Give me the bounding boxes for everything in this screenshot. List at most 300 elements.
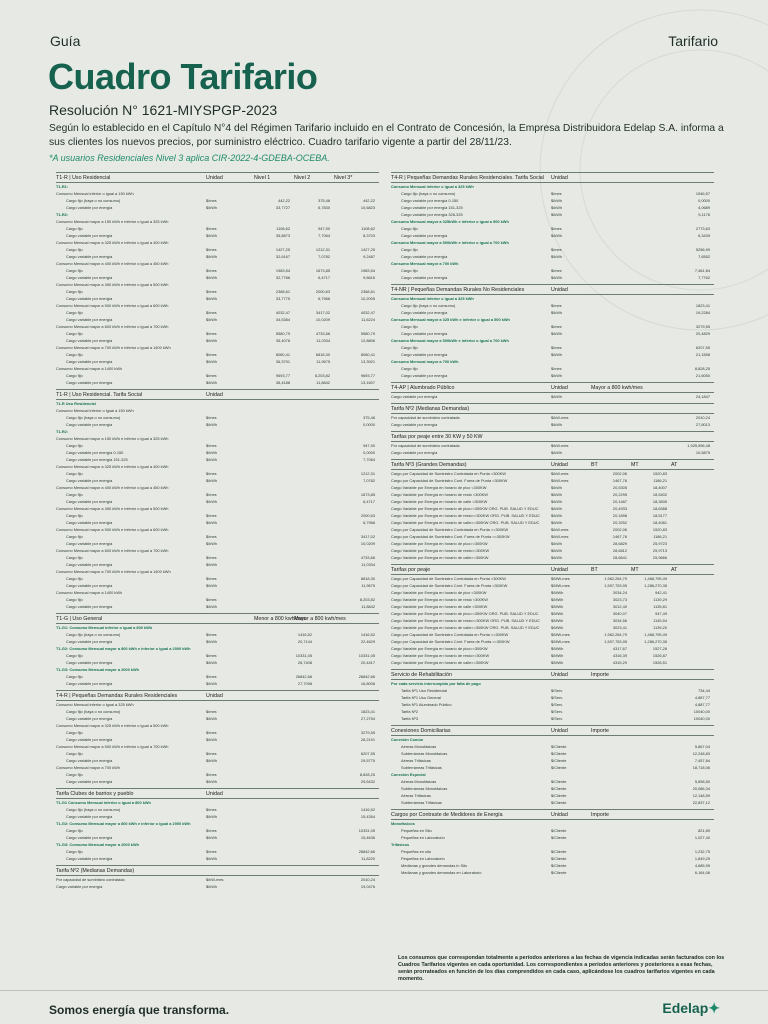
table-row — [391, 645, 714, 652]
table-row — [56, 274, 379, 281]
value-cell: 13,3921 — [360, 359, 375, 364]
table-row — [56, 309, 379, 316]
row-label: Cargo fijo — [66, 373, 83, 378]
table-row — [391, 302, 714, 309]
row-label: Cargo fijo — [401, 268, 418, 273]
table-row — [56, 652, 379, 659]
unit-cell: $/Cliente — [551, 856, 567, 861]
row-label: Cargo fijo — [66, 289, 83, 294]
table-row — [391, 540, 714, 547]
table-row — [56, 358, 379, 365]
table-row — [391, 708, 714, 715]
row-label: Conexión Especial — [391, 772, 426, 777]
column-header: Unidad — [206, 391, 223, 398]
column-header: Unidad — [551, 286, 568, 293]
unit-cell: $/Cliente — [551, 751, 567, 756]
table-row — [391, 470, 714, 477]
unit-cell: $/kWh — [206, 359, 218, 364]
value-cell: 20,3252 — [612, 520, 627, 525]
section-title: T1-G | Uso General — [56, 615, 103, 622]
row-label: Cargo variable por energía — [66, 275, 113, 280]
value-cell: 5580,79 — [360, 331, 375, 336]
unit-cell: $/MWh — [551, 625, 564, 630]
table-row — [56, 547, 379, 554]
unit-cell: $/kWh — [551, 506, 563, 511]
unit-cell: $/kWh — [206, 716, 218, 721]
table-row — [391, 232, 714, 239]
row-label: Cargo fijo (haya o no consumo) — [66, 709, 121, 714]
unit-cell: $/kWh — [206, 338, 218, 343]
table-row — [391, 505, 714, 512]
row-label: Consumo Mensual mayor a 600 kWh e inferior o igual a 700 kWh — [56, 324, 169, 329]
table-row — [56, 428, 379, 435]
row-label: Cargo por Capacidad de Suministro Cont. Fuera de Punta >=300KW — [391, 534, 510, 539]
row-label: Por capacidad de suministro contratada — [391, 415, 460, 420]
value-cell: 18,5402 — [652, 492, 667, 497]
row-label: Subterráneas Monofásicas — [401, 786, 448, 791]
row-label: Cargo Variable por Energía en horario de resto>=300KW ORG. PUB. SALUD Y EDUC — [391, 618, 540, 623]
value-cell: 1546,57 — [695, 191, 710, 196]
value-cell: 8,203,82 — [359, 597, 375, 602]
value-cell: 1,468,795,49 — [644, 576, 667, 581]
unit-cell: $/Cliente — [551, 849, 567, 854]
row-label: Medianas y grandes demandas en Laboratorio — [401, 870, 482, 875]
value-cell: 1673,85 — [315, 268, 330, 273]
table-row — [391, 442, 714, 449]
value-cell: 25,9666 — [652, 555, 667, 560]
value-cell: 27,2754 — [360, 716, 375, 721]
tariff-section-peaje — [391, 564, 714, 666]
value-cell: 28,2191 — [360, 737, 375, 742]
row-label: Consumo Mensual inferior o igual a 325 kWh — [391, 184, 474, 189]
row-label: Pequeñas en Situ — [401, 828, 432, 833]
table-row — [391, 547, 714, 554]
table-row — [391, 309, 714, 316]
value-cell: 1416,52 — [360, 807, 375, 812]
value-cell: 18,5177 — [652, 513, 667, 518]
table-row — [391, 869, 714, 876]
unit-cell: $/kWh — [551, 373, 563, 378]
value-cell: 26842,66 — [295, 674, 312, 679]
row-label: Cargo fijo — [66, 513, 83, 518]
table-row — [391, 372, 714, 379]
row-label: Cargo fijo — [66, 247, 83, 252]
table-row — [391, 862, 714, 869]
value-cell: 1139,20 — [653, 625, 667, 630]
row-label: Cargo fijo (haya o no consumo) — [66, 807, 121, 812]
table-row — [56, 211, 379, 218]
value-cell: 7,7064 — [318, 233, 330, 238]
unit-cell: $/mes — [206, 709, 217, 714]
table-row — [56, 330, 379, 337]
tariff-section-ap — [391, 382, 714, 400]
unit-cell: $/kWh — [551, 205, 563, 210]
row-label: Cargo fijo (haya o no consumo) — [401, 191, 456, 196]
section-title: T4-R | Pequeñas Demandas Rurales Residenciales. Tarifa Social — [391, 174, 544, 181]
unit-cell: $/kWh — [206, 317, 218, 322]
row-label: Cargo variable por energía — [401, 373, 448, 378]
section-header — [56, 865, 379, 876]
value-cell: 7,0782 — [363, 478, 375, 483]
row-label: Consumo Mensual inferior o igual a 325 kWh — [56, 702, 134, 707]
row-label: Cargo Variable por Energía en horario de resto>=300KW — [391, 653, 490, 658]
row-label: Consumo Mensual mayor a 450 kWh e inferior o igual a 500 kWh — [56, 282, 169, 287]
value-cell: 4,887,77 — [694, 702, 710, 707]
row-label: Cargo variable por energía 151-325 — [66, 457, 128, 462]
value-cell: 947,90 — [363, 443, 375, 448]
value-cell: 3034,24 — [612, 590, 627, 595]
row-label: Por capacidad de suministro contratada — [391, 443, 460, 448]
unit-cell: $/mes — [206, 828, 217, 833]
value-cell: 5,898,50 — [694, 779, 710, 784]
unit-cell: $/Cliente — [551, 786, 567, 791]
unit-cell: $/kWh — [206, 814, 218, 819]
table-row — [56, 533, 379, 540]
value-cell: 1467,76 — [612, 534, 627, 539]
value-cell: 21,1558 — [695, 352, 710, 357]
unit-cell: $/kWh — [206, 275, 218, 280]
section-label: Tarifario — [668, 33, 718, 49]
table-row — [391, 337, 714, 344]
value-cell: 2000,63 — [360, 513, 375, 518]
table-row — [56, 575, 379, 582]
table-row — [391, 638, 714, 645]
unit-cell: $/mes — [206, 247, 217, 252]
value-cell: 1,962,264,79 — [604, 576, 627, 581]
unit-cell: $/kWh — [206, 478, 218, 483]
table-row — [391, 701, 714, 708]
section-title: Conexiones Domiciliarias — [391, 727, 451, 734]
unit-cell: $/MWh — [551, 597, 564, 602]
tariff-section-rehab — [391, 669, 714, 722]
unit-cell: $/Cliente — [551, 863, 567, 868]
value-cell: 6,7966 — [363, 520, 375, 525]
table-row — [391, 218, 714, 225]
value-cell: 20,7144 — [297, 639, 312, 644]
unit-cell: $/mes — [206, 849, 217, 854]
section-title: Tarifas por peaje — [391, 566, 431, 573]
table-row — [56, 589, 379, 596]
row-label: Cargo variable por energía — [66, 380, 113, 385]
table-row — [391, 624, 714, 631]
tariff-section-t4r — [56, 690, 379, 785]
row-label: Cargo Variable por Energía en horario de valle>=300KW — [391, 555, 489, 560]
table-row — [391, 743, 714, 750]
value-cell: 32,6167 — [275, 254, 290, 259]
unit-cell: $/kWh — [206, 254, 218, 259]
table-row — [391, 841, 714, 848]
right-column — [391, 172, 714, 1012]
column-header: BT — [591, 461, 598, 468]
unit-cell: $/MWh — [551, 604, 564, 609]
value-cell: 9693,77 — [275, 373, 290, 378]
table-row — [391, 834, 714, 841]
table-row — [56, 463, 379, 470]
row-label: Tarifa Nº3 — [401, 716, 418, 721]
value-cell: 3279,55 — [695, 324, 710, 329]
value-cell: 4,0689 — [698, 205, 710, 210]
left-column — [56, 172, 379, 1012]
value-cell: 28,6829 — [612, 541, 627, 546]
unit-cell: $/kWh — [206, 583, 218, 588]
value-cell: 1,286,270,35 — [644, 639, 667, 644]
section-title: Tarifas por peaje entre 30 KW y 50 KW — [391, 433, 483, 440]
value-cell: 1,597,753,95 — [604, 583, 627, 588]
unit-cell: $/MW-mes — [551, 583, 570, 588]
value-cell: 4,685,95 — [694, 863, 710, 868]
table-row — [56, 750, 379, 757]
value-cell: 3034,56 — [612, 618, 627, 623]
row-label: Consumo Mensual mayor a 500 kWh e inferior o igual a 600 kWh — [56, 303, 169, 308]
table-row — [56, 708, 379, 715]
logo-mark-icon: ✦ — [708, 1000, 720, 1016]
row-label: Cargo variable por energía 326-325 — [401, 212, 463, 217]
table-row — [391, 365, 714, 372]
value-cell: 4316,39 — [612, 653, 627, 658]
value-cell: 36,3791 — [275, 359, 290, 364]
unit-cell: $/kWh — [206, 541, 218, 546]
unit-cell: $/kWh — [551, 499, 563, 504]
row-label: Cargo variable por energía — [391, 450, 438, 455]
table-row — [56, 638, 379, 645]
table-row — [56, 351, 379, 358]
table-row — [56, 813, 379, 820]
table-row — [56, 841, 379, 848]
table-row — [391, 533, 714, 540]
table-row — [56, 442, 379, 449]
row-label: Cargo Variable por Energía en horario de pico>=300KW ORG. PUB. SALUD Y EDUC — [391, 506, 539, 511]
row-label: Cargo fijo — [66, 597, 83, 602]
row-label: Cargo por Capacidad de Suministro Cont. Fuera de Punta <300KW — [391, 583, 508, 588]
row-label: Cargo por Capacidad de Suministro Cont. Fuera de Punta >=300KW — [391, 639, 510, 644]
section-header — [391, 669, 714, 680]
table-row — [56, 631, 379, 638]
unit-cell: $/Cliente — [551, 758, 567, 763]
tariff-section-t1g — [56, 613, 379, 687]
row-label: Cargo variable por energía — [401, 352, 448, 357]
row-label: Cargo fijo (haya o no consumo) — [401, 303, 456, 308]
value-cell: 25,9713 — [652, 548, 667, 553]
row-label: Cargo variable por energía — [66, 716, 113, 721]
column-header: Unidad — [551, 727, 568, 734]
section-title: T4-R | Pequeñas Demandas Rurales Residenciales — [56, 692, 178, 699]
unit-cell: $/kWh — [206, 681, 218, 686]
unit-cell: $/mes — [206, 198, 217, 203]
row-label: Pequeñas en Laboratorio — [401, 856, 445, 861]
table-row — [391, 414, 714, 421]
row-label: Cargo fijo — [401, 324, 418, 329]
table-row — [391, 393, 714, 400]
row-label: T1-R Uso Residencial — [56, 401, 96, 406]
value-cell: 6818,30 — [315, 352, 330, 357]
row-label: Cargo variable por energía — [66, 660, 113, 665]
value-cell: 9,2487 — [363, 254, 375, 259]
table-row — [56, 722, 379, 729]
table-row — [391, 554, 714, 561]
unit-cell: $/kW-mes — [551, 443, 569, 448]
row-label: Cargo por Capacidad de Suministro Contratada en Punta >=300KW — [391, 527, 509, 532]
row-label: Subterráneas Trifásicas — [401, 765, 442, 770]
table-row — [391, 785, 714, 792]
value-cell: 22,4629 — [360, 639, 375, 644]
column-header: Nivel 2 — [294, 174, 311, 181]
table-row — [56, 316, 379, 323]
value-cell: 4,887,77 — [694, 695, 710, 700]
section-header — [56, 172, 379, 183]
row-label: Cargo Variable por Energía en horario de pico>=300KW ORG. PUB. SALUD Y EDUC — [391, 611, 539, 616]
row-label: Tarifa Nº1 Uso Residencial — [401, 688, 448, 693]
unit-cell: $/mes — [206, 576, 217, 581]
unit-cell: $/Serv. — [551, 695, 564, 700]
column-header: Unidad — [551, 811, 568, 818]
value-cell: 10,5875 — [695, 450, 710, 455]
table-row — [56, 701, 379, 708]
table-row — [391, 771, 714, 778]
row-label: Cargo Variable por Energía en horario de resto>=300KW ORG. PUB. SALUD Y EDUC — [391, 513, 540, 518]
table-row — [56, 323, 379, 330]
value-cell: 8,203,82 — [314, 373, 330, 378]
unit-cell: $/mes — [206, 632, 217, 637]
table-row — [391, 519, 714, 526]
row-label: Cargo fijo — [66, 576, 83, 581]
row-label: Consumo Mensual mayor a 700 kWh — [56, 765, 121, 770]
value-cell: 34,5384 — [275, 317, 290, 322]
value-cell: 38,4188 — [275, 380, 290, 385]
row-label: Cargo variable por energía — [66, 541, 113, 546]
value-cell: 2010,24 — [695, 415, 710, 420]
table-row — [56, 288, 379, 295]
tariff-section-t3 — [391, 459, 714, 561]
row-label: Consumo Mensual inferior o igual a 325 kWh — [391, 296, 474, 301]
row-label: Consumo Mensual mayor a 600 kWh e inferior o igual a 700 kWh — [56, 548, 169, 553]
row-label: Cargo Variable por Energía en horario de resto <300KW — [391, 492, 488, 497]
page-title: Cuadro Tarifario — [48, 56, 318, 97]
row-label: Trifásicos — [391, 842, 410, 847]
table-row — [56, 379, 379, 386]
row-label: Cargo por Capacidad de Suministro Contratada en Punta >=300KW — [391, 632, 509, 637]
value-cell: 20,4933 — [612, 506, 627, 511]
unit-cell: $/kWh — [206, 233, 218, 238]
table-row — [56, 561, 379, 568]
value-cell: 1673,85 — [360, 492, 375, 497]
row-label: Cargo Variable por Energía en horario de valle <300KW — [391, 604, 488, 609]
unit-cell: $/MWh — [551, 660, 564, 665]
table-row — [56, 344, 379, 351]
row-label: T1-R2: — [56, 429, 69, 434]
unit-cell: $/mes — [206, 513, 217, 518]
value-cell: 20,4417 — [360, 660, 375, 665]
unit-cell: $/kWh — [206, 457, 218, 462]
value-cell: 1145,54 — [653, 618, 667, 623]
unit-cell: $/mes — [206, 226, 217, 231]
column-header: Unidad — [551, 174, 568, 181]
value-cell: 20,086,34 — [692, 786, 710, 791]
value-cell: 18,718,06 — [692, 765, 710, 770]
table-row — [56, 484, 379, 491]
section-title: T1-R | Uso Residencial — [56, 174, 111, 181]
row-label: Cargo variable por energía — [66, 499, 113, 504]
row-label: Consumo Mensual mayor a 700 kWh e inferior o igual a 1400 kWh — [56, 345, 171, 350]
value-cell: 28,6641 — [612, 555, 627, 560]
unit-cell: $/kWh — [206, 604, 218, 609]
value-cell: 1212,31 — [315, 247, 330, 252]
row-label: Aéreas Monofásicas — [401, 744, 437, 749]
value-cell: 10,2005 — [360, 296, 375, 301]
table-row — [56, 582, 379, 589]
row-label: Aéreas Monofásicas — [401, 779, 437, 784]
table-row — [56, 659, 379, 666]
value-cell: 5256,99 — [695, 247, 710, 252]
table-row — [56, 295, 379, 302]
table-row — [391, 491, 714, 498]
unit-cell: $/MWh — [551, 646, 564, 651]
value-cell: 11,0334 — [316, 338, 330, 343]
value-cell: 4315,29 — [612, 660, 627, 665]
unit-cell: $/kW-mes — [551, 415, 569, 420]
value-cell: 15,4354 — [360, 814, 375, 819]
table-row — [56, 281, 379, 288]
row-label: T1-G1: Consumo Mensual inferior o igual a 800 kWh — [56, 625, 153, 630]
tariff-section-t1r — [56, 172, 379, 386]
row-label: Aéreas Trifásicas — [401, 793, 431, 798]
table-row — [391, 799, 714, 806]
row-label: Cargo por Capacidad de Suministro Contratada en Punta <300KW — [391, 576, 506, 581]
unit-cell: $/MW-mes — [551, 632, 570, 637]
row-label: T1-G2: Consumo Mensual mayor a 800 kWh e inferior o igual a 2000 kWh — [56, 821, 191, 826]
row-label: Cargo variable por energía — [66, 856, 113, 861]
unit-cell: $/kWh — [551, 555, 563, 560]
row-label: Consumo Mensual inferior o igual a 150 kWh — [56, 191, 134, 196]
table-row — [56, 757, 379, 764]
value-cell: 6,4717 — [318, 275, 330, 280]
row-label: Cargo por Capacidad de Suministro Cont. Fuera de Punta <300KW — [391, 478, 508, 483]
value-cell: 3417,02 — [360, 534, 375, 539]
table-row — [391, 694, 714, 701]
unit-cell: $/mes — [206, 597, 217, 602]
row-label: T1-G3: Consumo Mensual mayor a 2000 kWh — [56, 842, 140, 847]
value-cell: 4317,67 — [612, 646, 627, 651]
unit-cell: $/kWh — [206, 296, 218, 301]
unit-cell: $/kWh — [206, 562, 218, 567]
value-cell: 28,6812 — [612, 548, 627, 553]
row-label: Cargo fijo — [66, 849, 83, 854]
value-cell: 9,6616 — [363, 275, 375, 280]
column-header: MT — [631, 566, 639, 573]
table-row — [391, 260, 714, 267]
value-cell: 8,828,25 — [359, 772, 375, 777]
unit-cell: $/kWh — [551, 254, 563, 259]
value-cell: 2368,61 — [275, 289, 290, 294]
unit-cell: $/kWh — [551, 352, 563, 357]
section-header — [391, 725, 714, 736]
value-cell: 20,1898 — [612, 513, 627, 518]
unit-cell: $/mes — [551, 366, 562, 371]
value-cell: 10040,00 — [693, 716, 710, 721]
unit-cell: $/kWh — [551, 450, 563, 455]
table-row — [56, 498, 379, 505]
table-row — [56, 827, 379, 834]
table-row — [391, 736, 714, 743]
row-label: Consumo Mensual mayor a 500 kWh e inferior o igual a 600 kWh — [56, 527, 169, 532]
unit-cell: $/kWh — [551, 422, 563, 427]
unit-cell: $/kW-mes — [551, 471, 569, 476]
value-cell: 3417,02 — [315, 310, 330, 315]
table-row — [391, 526, 714, 533]
table-row — [56, 260, 379, 267]
value-cell: 442,22 — [363, 198, 375, 203]
row-label: Pequeñas en Laboratorio — [401, 835, 445, 840]
tariff-section-medidores — [391, 809, 714, 876]
